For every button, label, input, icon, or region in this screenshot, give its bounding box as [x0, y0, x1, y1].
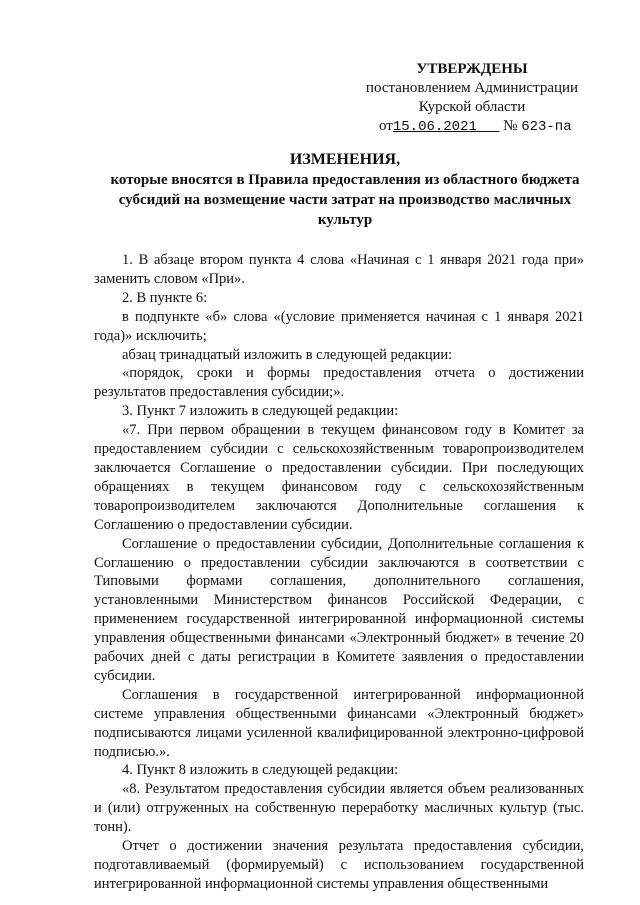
paragraph-3: в подпункте «б» слова «(условие применяется начиная с 1 января 2021 года)» исключить;: [94, 308, 584, 344]
paragraph-5: «порядок, сроки и формы предоставления отчета о достижении результатов предоставления субсидии;».: [94, 365, 584, 401]
paragraph-8: Соглашение о предоставлении субсидии, Дополнительные соглашения к Соглашению о предоставлении субсидии заключаются в соответствии с Типовыми формами соглашения, дополнительного соглашения, установленными Министерством финансов Российской Федерации, с применением государственной интегрированной информационной системы управления общественными финансами «Электронный бюджет» в течение 20 рабочих дней с даты регистрации в Комитете заявления о предоставлении субсидии.: [94, 535, 584, 684]
document-subtitle: которые вносятся в Правила предоставления из областного бюджета субсидий на возмещение части затрат на производство масличных культур: [110, 172, 580, 228]
paragraph-2: 2. В пункте 6:: [122, 289, 208, 306]
approval-stamp: [362, 60, 582, 137]
paragraph-11: «8. Результатом предоставления субсидии является объем реализованных и (или) отгруженных на собственную переработку масличных культур (тыс. тонн).: [94, 781, 584, 836]
approval-date-line: [379, 117, 582, 137]
paragraph-1: 1. В абзаце втором пункта 4 слова «Начиная с 1 января 2021 года при» заменить словом «При».: [94, 252, 584, 287]
approval-line-2: Курской области: [418, 99, 526, 115]
approval-title: УТВЕРЖДЕНЫ: [416, 61, 528, 77]
document-body: [94, 251, 584, 894]
approval-line-1: постановлением Администрации: [365, 80, 579, 96]
paragraph-6: 3. Пункт 7 изложить в следующей редакции:: [122, 403, 399, 420]
from-prefix: от: [379, 118, 393, 134]
paragraph-10: 4. Пункт 8 изложить в следующей редакции:: [122, 762, 399, 779]
document-title: ИЗМЕНЕНИЯ,: [289, 151, 401, 168]
paragraph-9: Соглашения в государственной интегрированной информационной системе управления общественными финансами «Электронный бюджет» подписываются лицами усиленной квалифицированной электронно-цифровой подписью.».: [94, 686, 584, 760]
approval-number: 623-па: [521, 119, 572, 135]
paragraph-7: «7. При первом обращении в текущем финансовом году в Комитет за предоставлением субсидии с сельскохозяйственным товаропроизводителем заключается Соглашение о предоставлении субсидии. При последующих обращениях в текущем финансовом году с сельскохозяйственным товаропроизводителем заключаются Дополнительные соглашения к Соглашению о предоставлении субсидии.: [94, 422, 584, 533]
document-heading: [90, 150, 600, 230]
paragraph-4: абзац тринадцатый изложить в следующей редакции:: [122, 346, 453, 363]
approval-date: 15.06.2021: [392, 119, 477, 135]
paragraph-12: Отчет о достижении значения результата предоставления субсидии, подготавливаемый (формируемый) с использованием государственной интегрированной информационной системы управления общественными: [94, 838, 584, 892]
number-prefix: №: [503, 118, 518, 134]
